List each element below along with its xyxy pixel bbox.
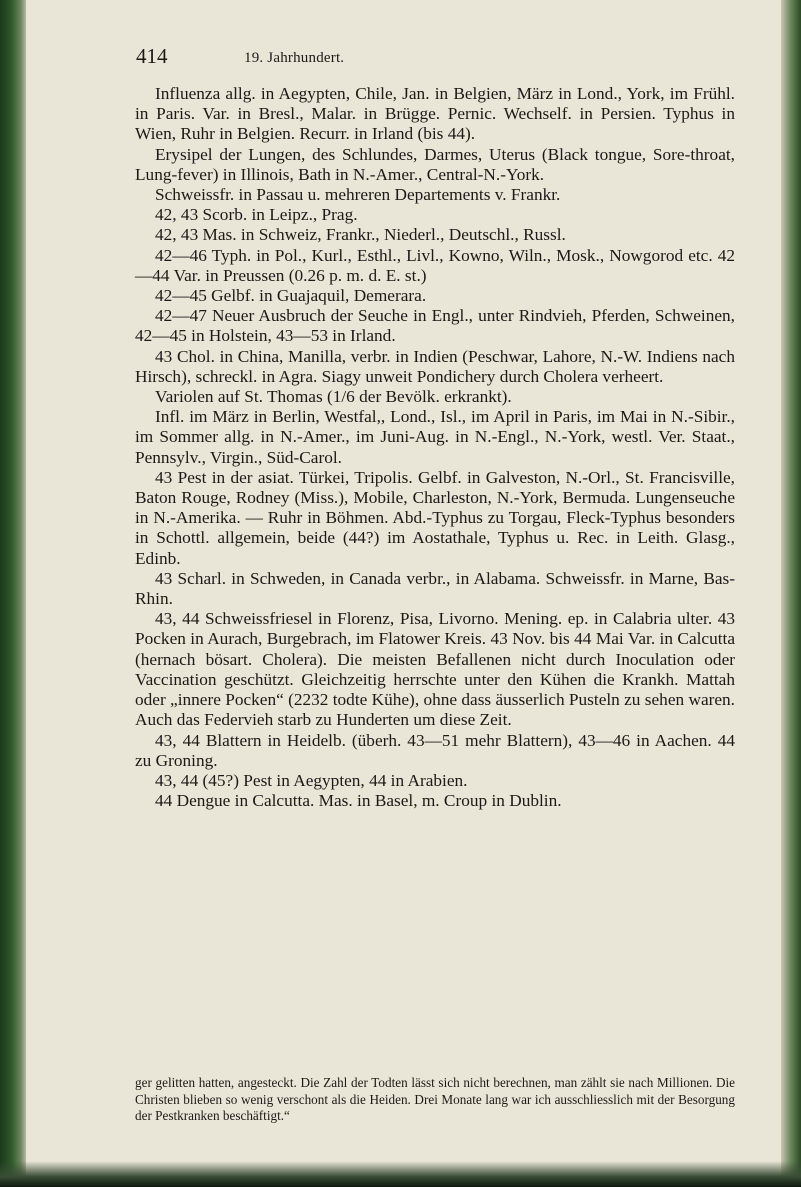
paragraph: Erysipel der Lungen, des Schlundes, Darmes, Uterus (Black tongue, Sore-throat, Lung-fever) in Illinois, Bath in N.-Amer., Central-N.-York. xyxy=(135,144,735,184)
paragraph: 42, 43 Scorb. in Leipz., Prag. xyxy=(155,205,358,225)
paragraph: 42—45 Gelbf. in Guajaquil, Demerara. xyxy=(155,286,427,306)
paragraph: 42—47 Neuer Ausbruch der Seuche in Engl., unter Rindvieh, Pferden, Schweinen, 42—45 in Holstein, 43—53 in Irland. xyxy=(135,306,735,346)
paragraph: Schweissfr. in Passau u. mehreren Departements v. Frankr. xyxy=(155,185,561,205)
paragraph: Influenza allg. in Aegypten, Chile, Jan. in Belgien, März in Lond., York, im Frühl. in Paris. Var. in Bresl., Malar. in Brügge. Pernic. Wechself. in Persien. Typhus in Wien, Ruhr in Belgien. Recurr. in Irland (bis 44). xyxy=(135,84,735,144)
paragraph: 43 Scharl. in Schweden, in Canada verbr., in Alabama. Schweissfr. in Marne, Bas-Rhin. xyxy=(135,568,735,609)
page-number: 414 xyxy=(136,44,168,68)
book-spine-left xyxy=(0,0,26,1187)
book-edge-right xyxy=(781,0,801,1187)
paragraph: 42, 43 Mas. in Schweiz, Frankr., Niederl., Deutschl., Russl. xyxy=(155,225,566,245)
paragraph: 43 Chol. in China, Manilla, verbr. in Indien (Peschwar, Lahore, N.-W. Indiens nach Hirsch), schreckl. in Agra. Siagy unweit Pondichery durch Cholera verheert. xyxy=(135,346,735,386)
paragraph: Variolen auf St. Thomas (1/6 der Bevölk. erkrankt). xyxy=(155,387,512,407)
paragraph: 44 Dengue in Calcutta. Mas. in Basel, m. Croup in Dublin. xyxy=(155,791,562,811)
paragraph: 43 Pest in der asiat. Türkei, Tripolis. Gelbf. in Galveston, N.-Orl., St. Francisville, Baton Rouge, Rodney (Miss.), Mobile, Charleston, N.-York, Bermuda. Lungenseuche in N.-Amerika. — Ruhr in Böhmen. Abd.-Typhus zu Torgau, Fleck-Typhus besonders in Schottl. allgemein, beide (44?) im Aostathale, Typhus u. Rec. in Leith. Glasg., Edinb. xyxy=(135,467,735,568)
running-head: 19. Jahrhundert. xyxy=(244,50,345,66)
main-text xyxy=(135,84,735,811)
paragraph: Infl. im März in Berlin, Westfal,, Lond., Isl., im April in Paris, im Mai in N.-Sibir., im Sommer allg. in N.-Amer., im Juni-Aug. in N.-Engl., N.-York, westl. Ver. Staat., Pennsylv., Virgin., Süd-Carol. xyxy=(135,407,735,467)
footnote: ger gelitten hatten, angesteckt. Die Zahl der Todten lässt sich nicht berechnen, man zählt sie nach Millionen. Die Christen blieben so wenig verschont als die Heiden. Drei Monate lang war ich ausschliesslich mit der Besorgung der Pestkranken beschäftigt.“ xyxy=(135,1075,735,1124)
page-header xyxy=(136,44,696,74)
paragraph: 42—46 Typh. in Pol., Kurl., Esthl., Livl., Kowno, Wiln., Mosk., Nowgorod etc. 42—44 Var. in Preussen (0.26 p. m. d. E. st.) xyxy=(135,245,735,285)
paragraph: 43, 44 Blattern in Heidelb. (überh. 43—51 mehr Blattern), 43—46 in Aachen. 44 zu Groning. xyxy=(135,730,735,770)
paragraph: 43, 44 Schweissfriesel in Florenz, Pisa, Livorno. Mening. ep. in Calabria ulter. 43 Pocken in Aurach, Burgebrach, im Flatower Kreis. 43 Nov. bis 44 Mai Var. in Calcutta (hernach bösart. Cholera). Die meisten Befallenen nicht durch Inoculation oder Vaccination geschützt. Gleichzeitig herrschte unter den Kühen die Krankh. Mattah oder „innere Pocken“ (2232 todte Kühe), ohne dass äusserlich Pusteln zu sehen waren. Auch das Federvieh starb zu Hunderten um diese Zeit. xyxy=(135,609,735,730)
book-bottom-edge xyxy=(0,1161,801,1187)
paragraph: 43, 44 (45?) Pest in Aegypten, 44 in Arabien. xyxy=(155,770,468,790)
